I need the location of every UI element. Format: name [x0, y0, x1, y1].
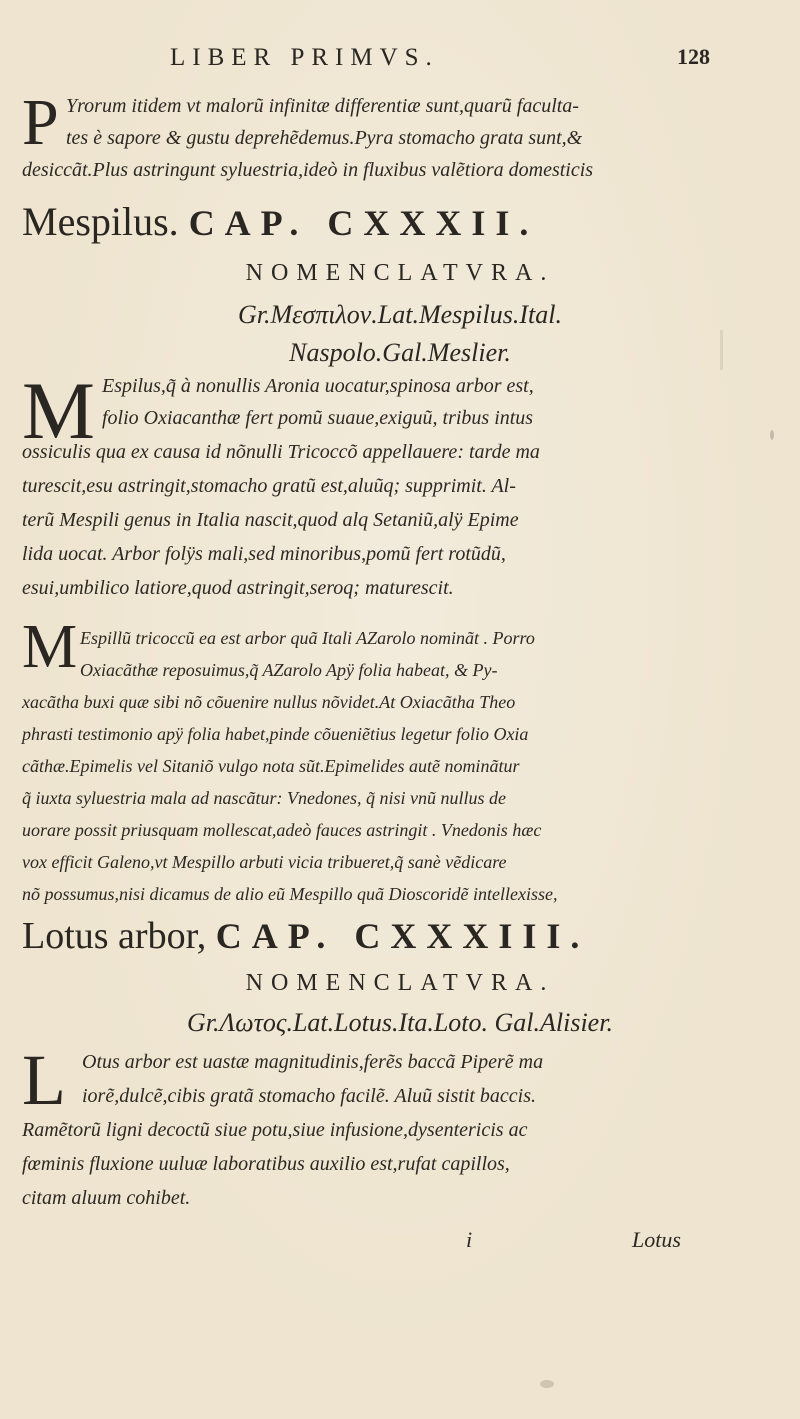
- mespilus-p2-line-8: vox efficit Galeno,vt Mespillo arbuti vicia tribueret,q̃ sanè vẽdicare: [22, 852, 507, 872]
- pyrorum-line-2: tes è sapore & gustu deprehẽdemus.Pyra stomacho grata sunt,&: [66, 127, 583, 149]
- mespilus-p2-line-3: xacãtha buxi quæ sibi nõ cõuenire nullus nõvidet.At Oxiacãtha Theo: [22, 692, 516, 712]
- mespilus-heading-name: Mespilus.: [22, 199, 179, 244]
- mespilus-p2-line-4: phrasti testimonio apÿ folia habet,pinde cõueniẽtius legetur folio Oxia: [22, 724, 529, 744]
- dropcap-m-2: M: [22, 613, 78, 681]
- mespilus-p1-line-5: terũ Mespili genus in Italia nascit,quod alq Setaniũ,alÿ Epime: [22, 509, 519, 531]
- dropcap-l: L: [22, 1040, 66, 1120]
- mespilus-p1-line-6: lida uocat. Arbor folÿs mali,sed minoribus,pomũ fert rotũdũ,: [22, 543, 506, 565]
- catchword: Lotus: [632, 1227, 681, 1252]
- lotus-heading: [22, 914, 742, 958]
- lotus-synonyms: Gr.Λωτος.Lat.Lotus.Ita.Loto. Gal.Alisier.: [187, 1008, 613, 1037]
- lotus-line-3: Ramẽtorũ ligni decoctũ siue potu,siue infusione,dysentericis ac: [22, 1119, 528, 1141]
- lotus-line-2: iorẽ,dulcẽ,cibis gratã stomacho facilẽ. Aluũ sistit baccis.: [82, 1085, 537, 1107]
- lotus-line-1: Otus arbor est uastæ magnitudinis,ferẽs baccã Piperẽ ma: [82, 1051, 544, 1073]
- mespilus-p1-line-2: folio Oxiacanthæ fert pomũ suaue,exiguũ, tribus intus: [102, 407, 534, 429]
- mespilus-nomenclatura: NOMENCLATVRA.: [245, 260, 555, 286]
- mespilus-p2-line-7: uorare possit priusquam mollescat,adeò fauces astringit . Vnedonis hæc: [22, 820, 542, 840]
- mespilus-p1-line-4: turescit,esu astringit,stomacho gratũ est,aluũq; supprimit. Al-: [22, 475, 516, 497]
- dropcap-p: P: [22, 86, 59, 159]
- mespilus-p2-line-2: Oxiacãthæ reposuimus,q̃ AZarolo Apÿ folia habeat, & Py-: [80, 660, 498, 680]
- pyrorum-line-1: Yrorum itidem vt malorũ infinitæ differentiæ sunt,quarũ faculta-: [66, 95, 579, 117]
- mespilus-synonyms-1: Gr.Μεσπιλον.Lat.Mespilus.Ital.: [238, 300, 562, 329]
- pyrorum-line-3: desiccãt.Plus astringunt syluestria,ideò in fluxibus valẽtiora domesticis: [22, 159, 594, 181]
- mespilus-p2-line-5: cãthæ.Epimelis vel Sitaniõ vulgo nota sũt.Epimelides autẽ nominãtur: [22, 756, 520, 776]
- mespilus-p2-line-1: Espillũ tricoccũ ea est arbor quã Itali AZarolo nominãt . Porro: [80, 628, 535, 648]
- lotus-heading-cap: CAP. CXXXIII.: [215, 916, 590, 956]
- mespilus-p2-line-6: q̃ iuxta syluestria mala ad nascãtur: Vnedones, q̃ nisi vnũ nullus de: [22, 788, 506, 808]
- lotus-heading-name: Lotus arbor,: [22, 915, 207, 957]
- page-number: 128: [677, 44, 710, 69]
- mespilus-p2-line-9: nõ possumus,nisi dicamus de alio eũ Mespillo quã Dioscoridẽ intellexisse,: [22, 884, 558, 904]
- lotus-nomenclatura: NOMENCLATVRA.: [245, 970, 555, 996]
- dropcap-m-1: M: [22, 365, 95, 456]
- lotus-line-4: fœminis fluxione uuluæ laboratibus auxilio est,rufat capillos,: [22, 1153, 510, 1175]
- mespilus-p1-line-7: esui,umbilico latiore,quod astringit,seroq; maturescit.: [22, 577, 454, 599]
- mespilus-heading-cap: CAP. CXXXII.: [188, 203, 539, 243]
- running-title: LIBER PRIMVS.: [170, 44, 439, 71]
- mespilus-p1-line-1: Espilus,q̃ à nonullis Aronia uocatur,spinosa arbor est,: [102, 375, 534, 397]
- mespilus-p1-line-3: ossiculis qua ex causa id nõnulli Tricoccõ appellauere: tarde ma: [22, 441, 540, 463]
- signature-mark: i: [466, 1227, 473, 1252]
- mespilus-synonyms-2: Naspolo.Gal.Meslier.: [289, 338, 511, 367]
- running-header: [170, 44, 710, 84]
- lotus-line-5: citam aluum cohibet.: [22, 1187, 191, 1209]
- mespilus-heading: [22, 198, 742, 245]
